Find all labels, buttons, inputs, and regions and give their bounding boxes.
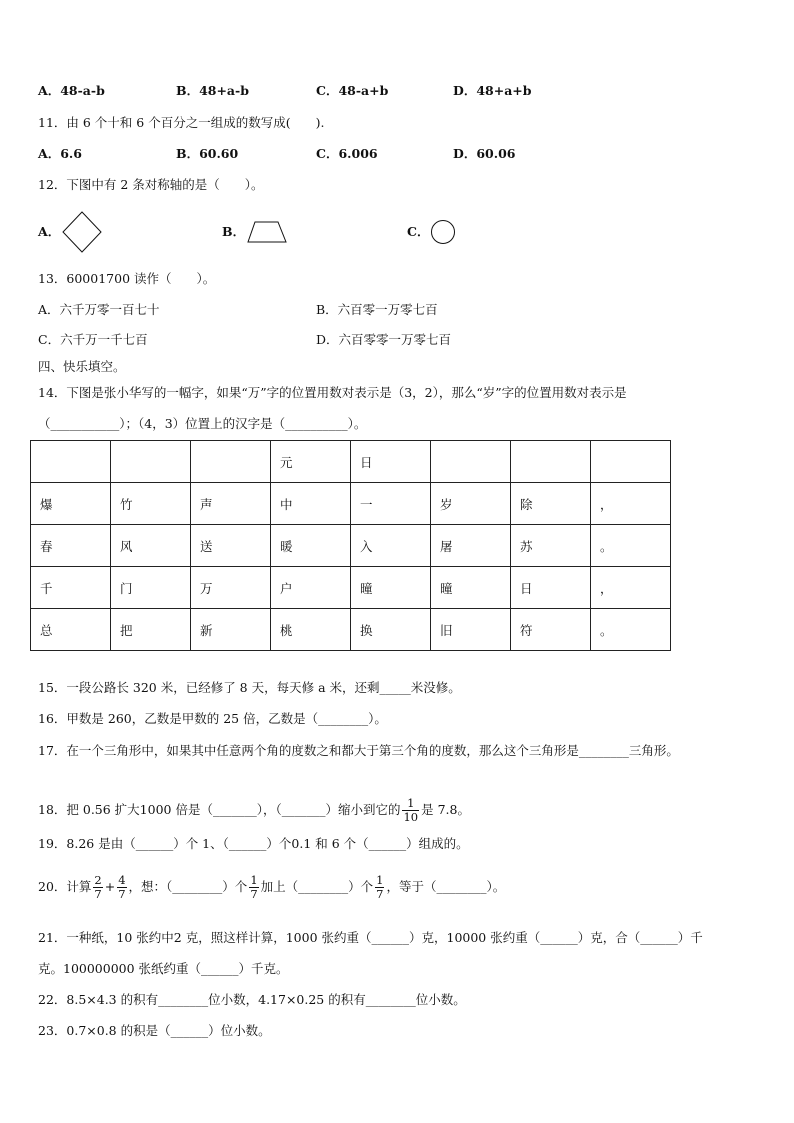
trapezoid-shape bbox=[246, 220, 288, 244]
rhombus-shape bbox=[62, 211, 102, 253]
grid-cell: 总 bbox=[31, 609, 111, 651]
grid-cell: 户 bbox=[271, 567, 351, 609]
grid-cell bbox=[431, 441, 511, 483]
fraction-denominator: 7 bbox=[118, 887, 126, 901]
q21-stem-line2: 克。100000000 张纸约重（______）千克。 bbox=[38, 961, 289, 976]
grid-cell: 风 bbox=[111, 525, 191, 567]
grid-cell: 竹 bbox=[111, 483, 191, 525]
fraction-numerator: 2 bbox=[94, 873, 102, 887]
q17-stem: 17．在一个三角形中，如果其中任意两个角的度数之和都大于第三个角的度数，那么这个三角形是________三角形。 bbox=[38, 743, 679, 758]
q23-stem: 23．0.7×0.8 的积是（______）位小数。 bbox=[38, 1023, 271, 1038]
q20-text-mid2: 加上（________）个 bbox=[260, 879, 374, 894]
fraction-numerator: 1 bbox=[376, 873, 384, 887]
fraction-denominator: 7 bbox=[94, 887, 102, 901]
q11-option-c: C．6.006 bbox=[316, 146, 378, 161]
grid-row bbox=[31, 483, 671, 525]
grid-cell: 门 bbox=[111, 567, 191, 609]
grid-cell: 春 bbox=[31, 525, 111, 567]
grid-cell: 曈 bbox=[431, 567, 511, 609]
q15-stem: 15．一段公路长 320 米，已经修了 8 天，每天修 a 米，还剩_____米没修。 bbox=[38, 680, 461, 695]
grid-cell: 岁 bbox=[431, 483, 511, 525]
grid-cell bbox=[591, 441, 671, 483]
q16-stem: 16．甲数是 260，乙数是甲数的 25 倍，乙数是（________）。 bbox=[38, 711, 387, 726]
grid-cell: ， bbox=[591, 567, 671, 609]
q13-option-d: D．六百零零一万零七百 bbox=[316, 332, 452, 347]
q13-stem: 13．60001700 读作（ ）。 bbox=[38, 271, 216, 286]
grid-row bbox=[31, 525, 671, 567]
fraction bbox=[117, 874, 126, 901]
fraction bbox=[93, 874, 102, 901]
q20-text-pre: 20．计算 bbox=[38, 879, 92, 894]
fraction bbox=[375, 874, 384, 901]
grid-cell: 日 bbox=[351, 441, 431, 483]
grid-cell: 把 bbox=[111, 609, 191, 651]
fraction bbox=[249, 874, 258, 901]
fraction-denominator: 7 bbox=[376, 887, 384, 901]
q14-stem-line2: （___________）；（4，3）位置上的汉字是（__________）。 bbox=[38, 416, 367, 431]
q22-stem: 22．8.5×4.3 的积有________位小数，4.17×0.25 的积有________位小数。 bbox=[38, 992, 466, 1007]
grid-cell: 新 bbox=[191, 609, 271, 651]
q19-stem: 19．8.26 是由（______）个 1、（______）个0.1 和 6 个（______）组成的。 bbox=[38, 836, 469, 851]
grid-cell: 元 bbox=[271, 441, 351, 483]
grid-cell: 暖 bbox=[271, 525, 351, 567]
q20-stem bbox=[38, 870, 505, 904]
grid-cell: 千 bbox=[31, 567, 111, 609]
q10-option-b: B．48+a-b bbox=[176, 83, 249, 98]
grid-cell bbox=[31, 441, 111, 483]
q11-stem: 11．由 6 个十和 6 个百分之一组成的数写成( ). bbox=[38, 115, 325, 130]
fraction bbox=[402, 797, 419, 824]
q12-option-b: B． bbox=[222, 224, 246, 239]
grid-row bbox=[31, 609, 671, 651]
grid-cell: 屠 bbox=[431, 525, 511, 567]
q18-stem bbox=[38, 793, 470, 827]
q14-stem-line1: 14．下图是张小华写的一幅字，如果“万”字的位置用数对表示是（3，2），那么“岁”字的位置用数对表示是 bbox=[38, 385, 627, 400]
grid-cell: ， bbox=[591, 483, 671, 525]
character-grid bbox=[30, 440, 671, 651]
grid-cell: 符 bbox=[511, 609, 591, 651]
grid-cell: 中 bbox=[271, 483, 351, 525]
q11-option-a: A．6.6 bbox=[38, 146, 82, 161]
grid-cell: 日 bbox=[511, 567, 591, 609]
grid-cell: 换 bbox=[351, 609, 431, 651]
fraction-numerator: 4 bbox=[118, 873, 126, 887]
q13-option-c: C．六千万一千七百 bbox=[38, 332, 148, 347]
q11-option-b: B．60.60 bbox=[176, 146, 239, 161]
q18-text-post: 是 7.8。 bbox=[421, 802, 470, 817]
grid-cell: 旧 bbox=[431, 609, 511, 651]
grid-cell: 。 bbox=[591, 609, 671, 651]
grid-cell: 爆 bbox=[31, 483, 111, 525]
grid-row bbox=[31, 441, 671, 483]
grid-cell: 苏 bbox=[511, 525, 591, 567]
grid-cell: 桃 bbox=[271, 609, 351, 651]
fraction-denominator: 10 bbox=[403, 810, 419, 824]
q10-option-d: D．48+a+b bbox=[453, 83, 532, 98]
q21-stem-line1: 21．一种纸，10 张约中2 克，照这样计算，1000 张约重（______）克，10000 张约重（______）克，合（______）千 bbox=[38, 930, 703, 945]
q13-option-b: B．六百零一万零七百 bbox=[316, 302, 438, 317]
fraction-numerator: 1 bbox=[402, 797, 419, 811]
grid-cell: 。 bbox=[591, 525, 671, 567]
q20-text-mid1: ，想：（________）个 bbox=[128, 879, 248, 894]
circle-shape bbox=[430, 219, 456, 245]
q12-stem: 12．下图中有 2 条对称轴的是（ ）。 bbox=[38, 177, 264, 192]
q10-option-a: A．48-a-b bbox=[38, 83, 105, 98]
grid-cell bbox=[511, 441, 591, 483]
grid-cell: 入 bbox=[351, 525, 431, 567]
grid-cell bbox=[111, 441, 191, 483]
grid-cell: 一 bbox=[351, 483, 431, 525]
section-heading: 四、快乐填空。 bbox=[38, 359, 126, 374]
q18-text-pre: 18．把 0.56 扩大1000 倍是（_______），（_______）缩小到它的 bbox=[38, 802, 401, 817]
q11-option-d: D．60.06 bbox=[453, 146, 516, 161]
grid-cell: 除 bbox=[511, 483, 591, 525]
grid-cell bbox=[191, 441, 271, 483]
plus-sign: + bbox=[104, 879, 116, 894]
q10-option-c: C．48-a+b bbox=[316, 83, 389, 98]
grid-row bbox=[31, 567, 671, 609]
grid-cell: 声 bbox=[191, 483, 271, 525]
fraction-numerator: 1 bbox=[250, 873, 258, 887]
q12-option-a: A． bbox=[38, 224, 61, 239]
q20-text-post: ，等于（________）。 bbox=[386, 879, 506, 894]
q13-option-a: A．六千万零一百七十 bbox=[38, 302, 160, 317]
grid-cell: 送 bbox=[191, 525, 271, 567]
grid-cell: 曈 bbox=[351, 567, 431, 609]
q12-option-c: C． bbox=[407, 224, 430, 239]
fraction-denominator: 7 bbox=[250, 887, 258, 901]
grid-cell: 万 bbox=[191, 567, 271, 609]
